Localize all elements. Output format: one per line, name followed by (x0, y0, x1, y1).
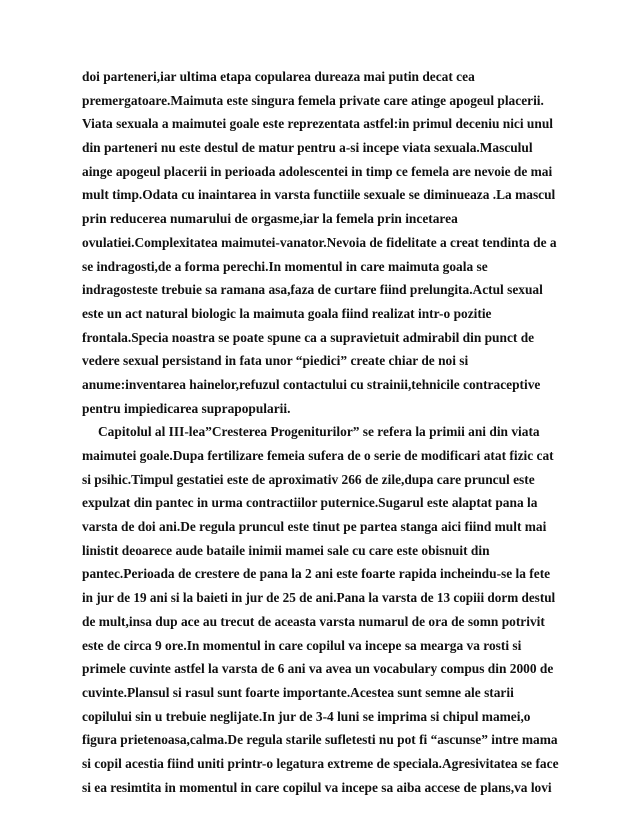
text-line: anume:inventarea hainelor,refuzul contactului cu strainii,tehnicile contraceptive (82, 376, 541, 392)
text-line: si psihic.Timpul gestatiei este de aproximativ 266 de zile,dupa care pruncul este (82, 471, 535, 487)
text-line: se indragosti,de a forma perechi.In momentul in care maimuta goala se (82, 258, 488, 274)
text-line: premergatoare.Maimuta este singura femela private care atinge apogeul placerii. (82, 92, 544, 108)
text-line: linistit deoarece aude bataile inimii mamei sale cu care este obisnuit din (82, 542, 490, 558)
text-line: mult timp.Odata cu inaintarea in varsta functiile sexuale se diminueaza .La mascul (82, 187, 556, 203)
text-line: expulzat din pantec in urma contractiilor puternice.Sugarul este alaptat pana la (82, 495, 538, 511)
body-text (82, 65, 562, 799)
chapter-paragraph-start: Capitolul al III-lea”Cresterea Progeniturilor” se refera la primii ani din viata (98, 424, 540, 440)
text-line: pentru impiedicarea suprapopularii. (82, 400, 291, 416)
text-line: prin reducerea numarului de orgasme,iar la femela prin incetarea (82, 211, 458, 227)
text-line: de mult,insa dup ace au trecut de aceasta varsta numarul de ora de somn potrivit (82, 613, 545, 629)
text-line: pantec.Perioada de crestere de pana la 2 ani este foarte rapida incheindu-se la fete (82, 566, 551, 582)
text-line: copilului sin u trebuie neglijate.In jur de 3-4 luni se imprima si chipul mamei,o (82, 708, 531, 724)
text-line: ovulatiei.Complexitatea maimutei-vanator.Nevoia de fidelitate a creat tendinta de a (82, 234, 557, 250)
text-line: doi parteneri,iar ultima etapa copularea dureaza mai putin decat cea (82, 69, 475, 84)
text-line: din parteneri nu este destul de matur pentru a-si incepe viata sexuala.Masculul (82, 140, 533, 156)
text-line: Viata sexuala a maimutei goale este reprezentata astfel:in primul deceniu nici unul (82, 116, 553, 132)
text-line: vedere sexual persistand in fata unor “piedici” create chiar de noi si (82, 353, 469, 369)
text-line: figura prietenoasa,calma.De regula starile sufletesti nu pot fi “ascunse” intre mama (82, 732, 558, 748)
text-line: este de circa 9 ore.In momentul in care copilul va incepe sa mearga va rosti si (82, 637, 522, 653)
text-line: frontala.Specia noastra se poate spune ca a supravietuit admirabil din punct de (82, 329, 535, 345)
text-line: este un act natural biologic la maimuta goala fiind realizat intr-o pozitie (82, 305, 492, 321)
text-line: primele cuvinte astfel la varsta de 6 ani va avea un vocabulary compus din 2000 de (82, 661, 554, 677)
text-line: cuvinte.Plansul si rasul sunt foarte importante.Acestea sunt semne ale starii (82, 684, 514, 700)
text-line: si copil acestia fiind uniti printr-o legatura extreme de speciala.Agresivitatea se face (82, 755, 559, 771)
text-line: indragosteste trebuie sa ramana asa,faza de curtare fiind prelungita.Actul sexual (82, 282, 543, 298)
text-line: in jur de 19 ani si la baieti in jur de 25 de ani.Pana la varsta de 13 copiii dorm destul (82, 590, 556, 606)
text-line: maimutei goale.Dupa fertilizare femeia sufera de o serie de modificari atat fizic cat (82, 448, 554, 463)
text-line: si ea resimtita in momentul in care copilul va incepe sa aiba accese de plans,va lovi (82, 779, 552, 795)
text-line: ainge apogeul placerii in perioada adolescentei in timp ce femela are nevoie de mai (82, 163, 553, 179)
text-line: varsta de doi ani.De regula pruncul este tinut pe partea stanga aici fiind mult mai (82, 519, 547, 535)
